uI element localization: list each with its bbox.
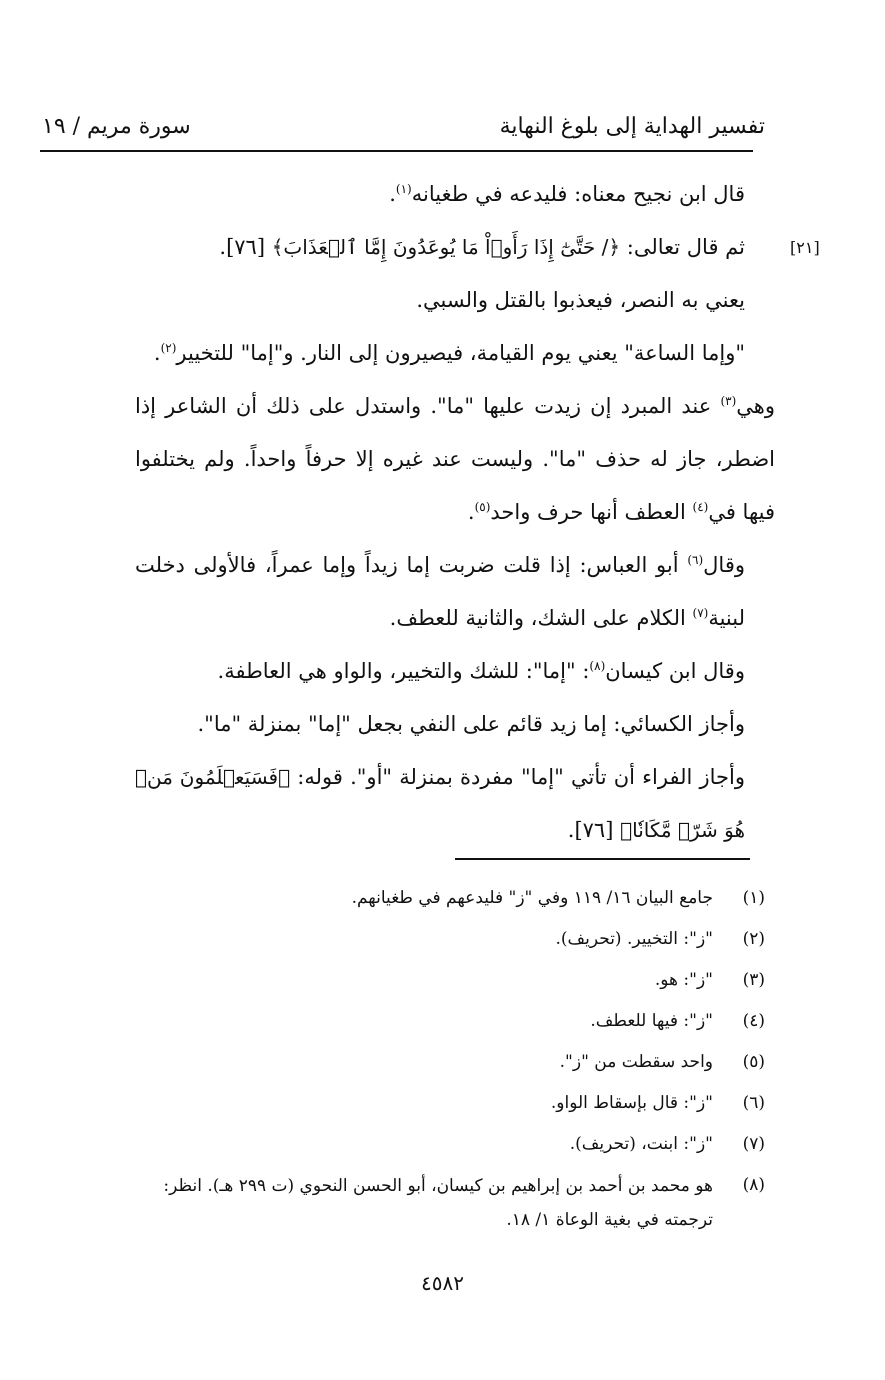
paragraph-5 <box>135 380 775 539</box>
paragraph-7 <box>135 645 775 698</box>
paragraph-2 <box>135 221 775 274</box>
footnote-ref: (٤) <box>692 500 709 514</box>
paragraph-3 <box>135 274 775 327</box>
verse-reference: [٧٦]. <box>219 235 272 259</box>
footnote-number: (٧) <box>742 1134 765 1154</box>
margin-folio-number: [٢١] <box>790 238 820 257</box>
footnote-number: (٥) <box>742 1052 765 1072</box>
footnote-number: (٨) <box>742 1175 765 1195</box>
footnote-item <box>155 1083 765 1124</box>
main-text <box>135 168 775 857</box>
text-span: وأجاز الفراء أن تأتي "إما" مفردة بمنزلة "أو". قوله: <box>290 765 746 789</box>
footnote-ref: (٨) <box>589 659 606 673</box>
footnote-item <box>155 878 765 919</box>
footnote-ref: (٦) <box>687 553 704 567</box>
text-span: قال ابن نجيح معناه: فليدعه في طغيانه <box>411 182 745 206</box>
quran-verse: ﴿/ حَتَّىٰٓ إِذَا رَأَوۡاْ مَا يُوعَدُونَ إِمَّا ٱلۡعَذَابَ﴾ <box>271 235 621 259</box>
footnote-number: (٤) <box>742 1011 765 1031</box>
footnote-item <box>155 1001 765 1042</box>
paragraph-4 <box>135 327 775 380</box>
footnotes <box>155 878 765 1237</box>
text-span: وقال <box>703 553 745 577</box>
footnote-text: "ز": هو. <box>654 970 713 990</box>
footnote-text: "ز": قال بإسقاط الواو. <box>550 1093 713 1113</box>
footnote-number: (٦) <box>742 1093 765 1113</box>
paragraph-8 <box>135 698 775 751</box>
footnote-text: "ز": ابنت، (تحريف). <box>569 1134 713 1154</box>
footnote-ref: (١) <box>395 182 412 196</box>
footnote-text: "ز": التخيير. (تحريف). <box>555 929 713 949</box>
text-span: "وإما الساعة" يعني يوم القيامة، فيصيرون إلى النار. و"إما" للتخيير <box>176 341 745 365</box>
footnote-number: (٣) <box>742 970 765 990</box>
header-divider <box>40 150 753 152</box>
book-title: تفسير الهداية إلى بلوغ النهاية <box>499 114 765 139</box>
footnote-item <box>155 1042 765 1083</box>
footnote-number: (١) <box>742 888 765 908</box>
footnote-item <box>155 1124 765 1165</box>
footnote-item <box>155 1165 765 1237</box>
footnote-ref: (٢) <box>160 341 177 355</box>
footnote-ref: (٣) <box>720 394 737 408</box>
text-span: يعني به النصر، فيعذبوا بالقتل والسبي. <box>416 288 745 312</box>
text-span: وأجاز الكسائي: إما زيد قائم على النفي بجعل "إما" بمنزلة "ما". <box>197 712 745 736</box>
footnote-text: هو محمد بن أحمد بن إبراهيم بن كيسان، أبو الحسن النحوي (ت ٢٩٩ هـ). انظر: ترجمته في بغية الوعاة ١/ ١٨. <box>163 1176 713 1230</box>
footnote-item <box>155 960 765 1001</box>
text-span: . <box>389 182 396 206</box>
text-span: أبو العباس: إذا قلت ضربت إما زيداً وإما عمراً، فالأولى دخلت لبنية <box>135 553 745 630</box>
text-span: العطف أنها حرف واحد <box>490 500 693 524</box>
verse-reference: [٧٦]. <box>567 818 621 842</box>
text-span: . <box>153 341 161 365</box>
page-number: ٤٥٨٢ <box>421 1271 464 1295</box>
paragraph-6 <box>135 539 775 645</box>
text-span: . <box>467 500 475 524</box>
footnote-number: (٢) <box>742 929 765 949</box>
text-span: وهي <box>736 394 775 418</box>
footnote-ref: (٥) <box>474 500 491 514</box>
footnote-item <box>155 919 765 960</box>
footnote-divider <box>455 858 750 860</box>
text-span: : "إما": للشك والتخيير، والواو هي العاطفة. <box>217 659 590 683</box>
quran-verse: ﴿فَسَيَعۡلَمُونَ مَنۡ هُوَ شَرّٞ مَّكَانٗا﴾ <box>135 765 745 842</box>
text-span: ثم قال تعالى: <box>620 235 745 259</box>
footnote-text: جامع البيان ١٦/ ١١٩ وفي "ز" فليدعهم في طغيانهم. <box>351 888 713 908</box>
footnote-text: "ز": فيها للعطف. <box>590 1011 713 1031</box>
paragraph-9 <box>135 751 775 857</box>
footnote-text: واحد سقطت من "ز". <box>559 1052 713 1072</box>
text-span: عند المبرد إن زيدت عليها "ما". واستدل على ذلك أن الشاعر إذا اضطر، جاز له حذف "ما". وليست عند غيره إلا حرفاً واحداً. ولم يختلفوا فيها في <box>135 394 775 524</box>
surah-label: سورة مريم / ١٩ <box>42 114 191 139</box>
text-span: وقال ابن كيسان <box>605 659 745 683</box>
text-span: الكلام على الشك، والثانية للعطف. <box>389 606 693 630</box>
footnote-ref: (٧) <box>692 606 709 620</box>
paragraph-1 <box>135 168 775 221</box>
